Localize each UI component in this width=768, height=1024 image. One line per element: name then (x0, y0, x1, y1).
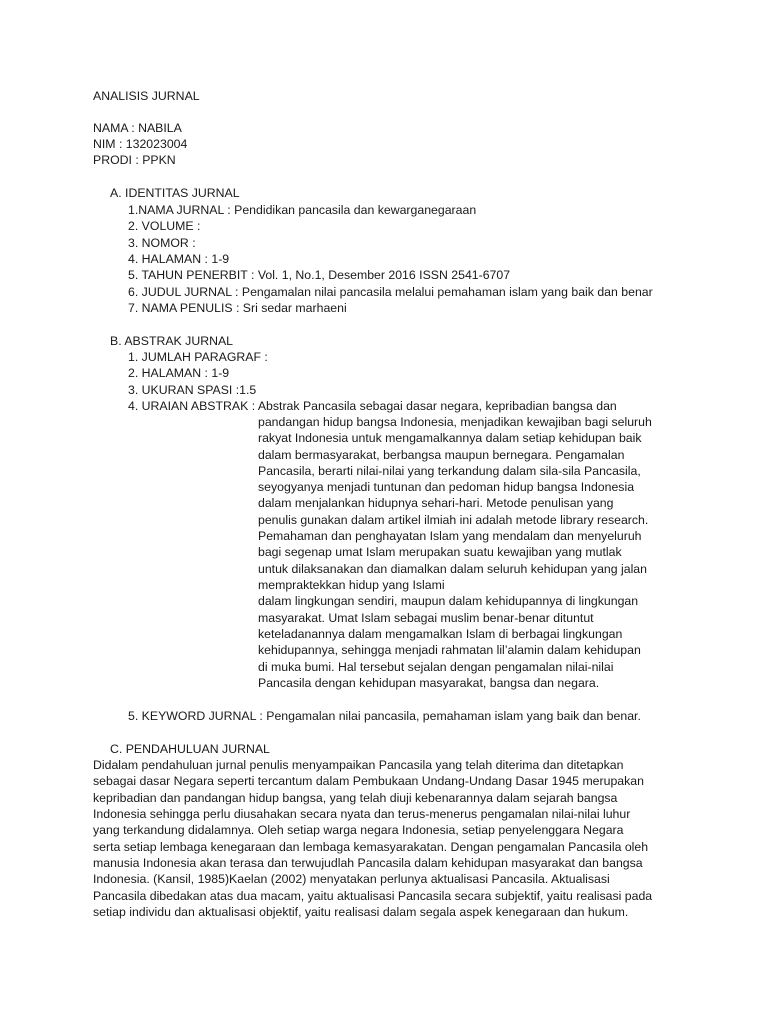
abstract-line: kehidupannya, sehingga menjadi rahmatan lil’alamin dalam kehidupan (258, 643, 641, 657)
abstract-line: dalam bermasyarakat, berbangsa maupun bernegara. Pengamalan (258, 448, 625, 462)
section-b-heading: B. ABSTRAK JURNAL (110, 334, 234, 348)
section-a-item: 6. JUDUL JURNAL : Pengamalan nilai pancasila melalui pemahaman islam yang baik dan benar (128, 285, 653, 299)
section-a-item: 3. NOMOR : (128, 236, 196, 250)
intro-line: Pancasila dibedakan atas dua macam, yaitu aktualisasi Pancasila secara subjektif, yaitu realisasi pada (93, 889, 653, 903)
intro-line: setiap individu dan aktualisasi objektif, yaitu realisasi dalam segala aspek kenegaraan dan hukum. (93, 905, 629, 919)
abstract-first-line: 4. URAIAN ABSTRAK : Abstrak Pancasila sebagai dasar negara, kepribadian bangsa dan (128, 399, 617, 413)
abstract-line: Pemahaman dan penghayatan Islam yang mendalam dan menyeluruh (258, 529, 642, 543)
intro-line: Indonesia. (Kansil, 1985)Kaelan (2002) menyatakan perlunya aktualisasi Pancasila. Aktualisasi (93, 872, 610, 886)
abstract-line: di muka bumi. Hal tersebut sejalan dengan pengamalan nilai-nilai (258, 660, 614, 674)
abstract-line: Pancasila, berarti nilai-nilai yang terkandung dalam sila-sila Pancasila, (258, 464, 641, 478)
section-c-heading: C. PENDAHULUAN JURNAL (110, 742, 270, 756)
abstract-line: rakyat Indonesia untuk mengamalkannya dalam setiap kehidupan baik (258, 431, 642, 445)
section-a-item: 4. HALAMAN : 1-9 (128, 252, 230, 266)
student-name: NAMA : NABILA (93, 121, 182, 135)
intro-line: manusia Indonesia akan terasa dan terwujudlah Pancasila dalam kehidupan masyarakat dan bangsa (93, 856, 643, 870)
intro-line: Indonesia sehingga perlu diusahakan secara nyata dan terus-menerus pengamalan nilai-nilai luhur (93, 807, 631, 821)
abstract-line: penulis gunakan dalam artikel ilmiah ini adalah metode library research. (258, 513, 649, 527)
section-a-item: 7. NAMA PENULIS : Sri sedar marhaeni (128, 301, 347, 315)
section-b-item: 1. JUMLAH PARAGRAF : (128, 350, 268, 364)
intro-line: Didalam pendahuluan jurnal penulis menyampaikan Pancasila yang telah diterima dan ditetapkan (93, 758, 624, 772)
intro-line: serta setiap lembaga kenegaraan dan lembaga kemasyarakatan. Dengan pengamalan Pancasila oleh (93, 840, 649, 854)
student-nim: NIM : 132023004 (93, 137, 188, 151)
abstract-line: dalam menjalankan hidupnya sehari-hari. Metode penulisan yang (258, 496, 614, 510)
abstract-line: bagi segenap umat Islam merupakan suatu kewajiban yang mutlak (258, 545, 622, 559)
abstract-line: untuk dilaksanakan dan diamalkan dalam seluruh kehidupan yang jalan (258, 562, 647, 576)
intro-line: kepribadian dan pandangan hidup bangsa, yang telah diuji kebenarannya dalam sejarah bangsa (93, 791, 618, 805)
abstract-line: Pancasila dengan kehidupan masyarakat, bangsa dan negara. (258, 676, 600, 690)
abstract-line: mempraktekkan hidup yang Islami (258, 578, 445, 592)
abstract-line: keteladanannya dalam mengamalkan Islam di berbagai lingkungan (258, 627, 623, 641)
section-a-item: 5. TAHUN PENERBIT : Vol. 1, No.1, Desember 2016 ISSN 2541-6707 (128, 268, 511, 282)
intro-line: yang terkandung didalamnya. Oleh setiap warga negara Indonesia, setiap penyelenggara Negara (93, 823, 624, 837)
student-prodi: PRODI : PPKN (93, 153, 176, 167)
abstract-line: pandangan hidup bangsa Indonesia, menjadikan kewajiban bagi seluruh (258, 415, 652, 429)
keyword-line: 5. KEYWORD JURNAL : Pengamalan nilai pancasila, pemahaman islam yang baik dan benar. (128, 709, 641, 723)
section-a-item: 1.NAMA JURNAL : Pendidikan pancasila dan kewarganegaraan (128, 203, 477, 217)
abstract-line: masyarakat. Umat Islam sebagai muslim benar-benar dituntut (258, 611, 594, 625)
section-b-item: 3. UKURAN SPASI :1.5 (128, 383, 257, 397)
document-title: ANALISIS JURNAL (93, 89, 200, 103)
section-b-item: 2. HALAMAN : 1-9 (128, 366, 230, 380)
abstract-line: dalam lingkungan sendiri, maupun dalam kehidupannya di lingkungan (258, 594, 639, 608)
abstract-line: seyogyanya menjadi tuntunan dan pedoman hidup bangsa Indonesia (258, 480, 635, 494)
section-a-heading: A. IDENTITAS JURNAL (110, 186, 240, 200)
intro-line: sebagai dasar Negara seperti tercantum dalam Pembukaan Undang-Undang Dasar 1945 merupakan (93, 774, 644, 788)
section-a-item: 2. VOLUME : (128, 219, 201, 233)
